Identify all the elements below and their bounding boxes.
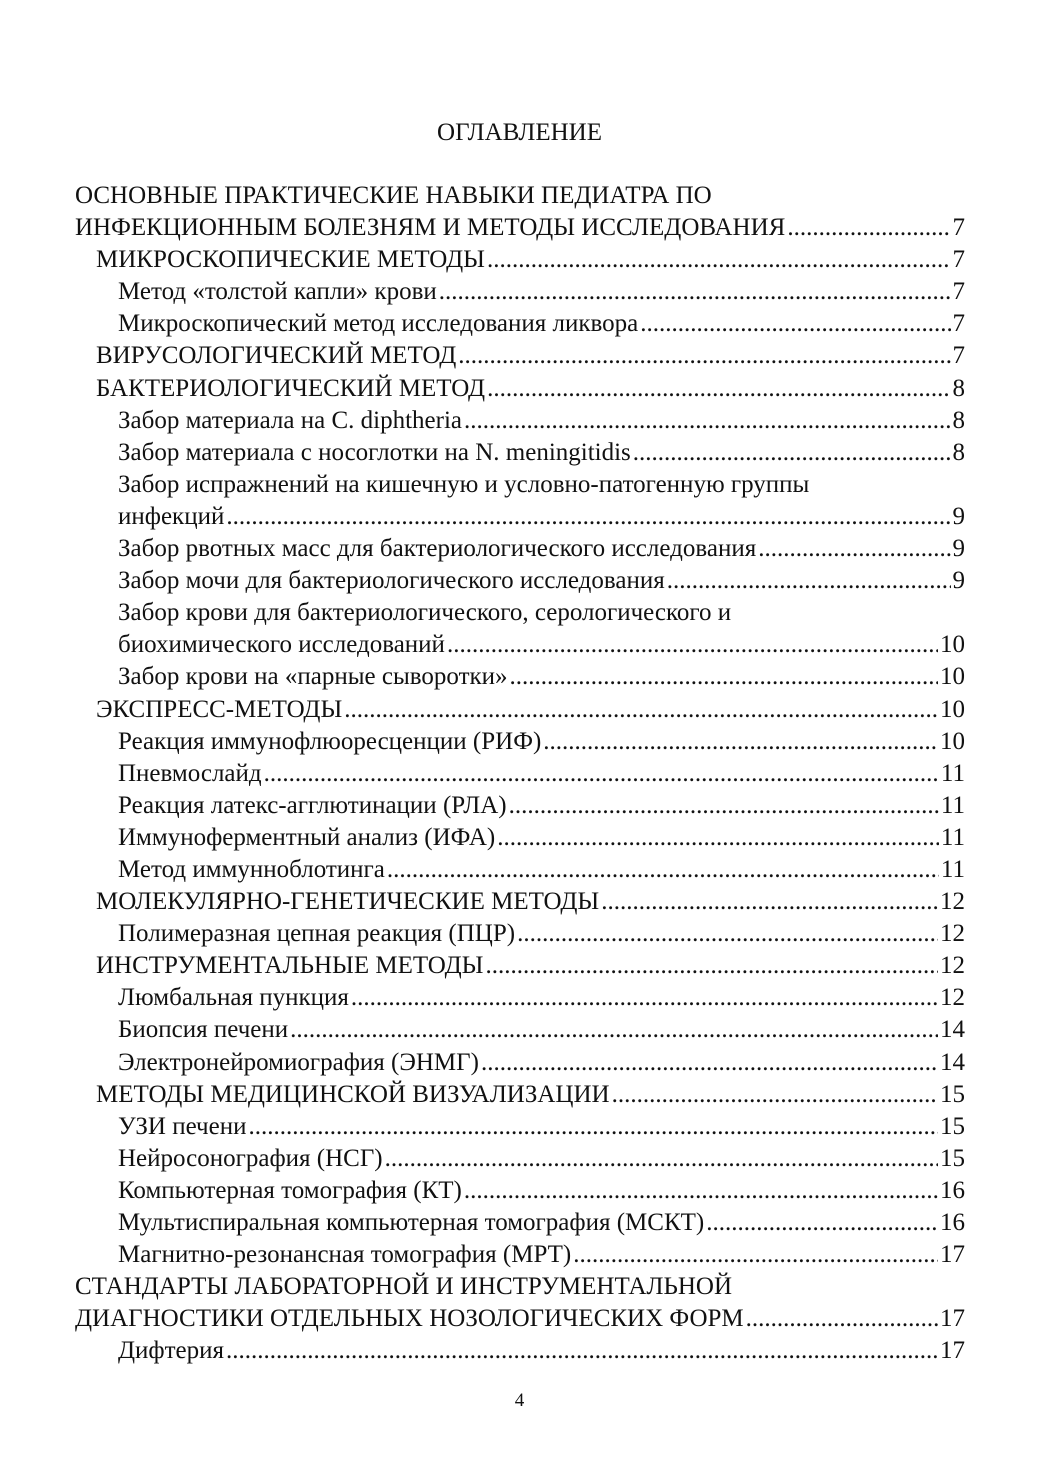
toc-entry-page: 15: [940, 1112, 965, 1140]
toc-entry[interactable]: [75, 1175, 965, 1207]
toc-entry[interactable]: [75, 1047, 965, 1079]
toc-entry[interactable]: [75, 918, 965, 950]
toc-leader-dots: [599, 886, 938, 918]
toc-entry-title: МОЛЕКУЛЯРНО-ГЕНЕТИЧЕСКИЕ МЕТОДЫ: [96, 888, 600, 916]
toc-entry-page: 15: [940, 1144, 965, 1172]
toc-entry[interactable]: [75, 340, 965, 372]
toc-entry-title: биохимического исследований: [118, 631, 445, 659]
toc-entry-title: ДИАГНОСТИКИ ОТДЕЛЬНЫХ НОЗОЛОГИЧЕСКИХ ФОРМ: [75, 1305, 744, 1333]
toc-entry-title: Полимеразная цепная реакция (ПЦР): [118, 920, 516, 948]
toc-entry-page: 12: [940, 984, 965, 1012]
toc-leader-dots: [508, 661, 938, 693]
toc-entry[interactable]: [75, 437, 965, 469]
toc-entry[interactable]: [75, 276, 965, 308]
toc-entry-title: ЭКСПРЕСС-МЕТОДЫ: [96, 695, 343, 723]
toc-entry[interactable]: [75, 244, 965, 276]
toc-leader-dots: [756, 533, 950, 565]
toc-leader-dots: [785, 212, 950, 244]
toc-entry[interactable]: [75, 661, 965, 693]
toc-leader-dots: [224, 1335, 938, 1367]
toc-leader-dots: [704, 1207, 938, 1239]
toc-entry[interactable]: [75, 1014, 965, 1046]
toc-entry[interactable]: [75, 1271, 965, 1335]
toc-entry[interactable]: [75, 597, 965, 661]
toc-entry[interactable]: [75, 1111, 965, 1143]
toc-entry-title-line: ОСНОВНЫЕ ПРАКТИЧЕСКИЕ НАВЫКИ ПЕДИАТРА ПО: [75, 182, 712, 209]
toc-entry-page: 7: [952, 342, 965, 370]
toc-entry[interactable]: [75, 308, 965, 340]
toc-leader-dots: [342, 694, 938, 726]
toc-entry-page: 14: [940, 1016, 965, 1044]
toc-entry-title: Нейросонография (НСГ): [118, 1144, 383, 1172]
toc-leader-dots: [456, 340, 950, 372]
toc-leader-dots: [383, 1143, 938, 1175]
toc-leader-dots: [507, 790, 939, 822]
toc-leader-dots: [385, 854, 939, 886]
toc-entry-page: 12: [940, 952, 965, 980]
toc-entry-page: 9: [952, 567, 965, 595]
toc-entry-page: 14: [940, 1048, 965, 1076]
toc-entry-title: инфекций: [118, 502, 225, 530]
toc-leader-dots: [631, 437, 951, 469]
toc-entry-title: Реакция иммунофлюоресценции (РИФ): [118, 727, 542, 755]
toc-entry-page: 16: [940, 1176, 965, 1204]
toc-entry-title: МИКРОСКОПИЧЕСКИЕ МЕТОДЫ: [96, 246, 485, 274]
toc-entry-page: 8: [952, 406, 965, 434]
toc-entry-page: 11: [940, 791, 965, 819]
toc-entry-page: 12: [940, 888, 965, 916]
toc-entry[interactable]: [75, 694, 965, 726]
toc-entry[interactable]: [75, 565, 965, 597]
toc-entry[interactable]: [75, 469, 965, 533]
toc-leader-dots: [571, 1239, 938, 1271]
toc-entry-title: Компьютерная томография (КТ): [118, 1176, 462, 1204]
table-of-contents: [75, 180, 965, 1367]
toc-leader-dots: [485, 373, 950, 405]
toc-entry[interactable]: [75, 822, 965, 854]
toc-entry-title-line: Забор испражнений на кишечную и условно-патогенную группы: [118, 470, 810, 498]
toc-entry-title: Иммуноферментный анализ (ИФА): [118, 823, 496, 851]
toc-entry-title: УЗИ печени: [118, 1112, 247, 1140]
toc-entry-title: Пневмослайд: [118, 759, 262, 787]
toc-entry[interactable]: [75, 1335, 965, 1367]
toc-leader-dots: [262, 758, 939, 790]
page-number: 4: [514, 1390, 525, 1411]
toc-leader-dots: [515, 918, 938, 950]
toc-entry-page: 17: [940, 1337, 965, 1365]
toc-leader-dots: [744, 1303, 938, 1335]
toc-entry-page: 7: [952, 246, 965, 274]
toc-entry[interactable]: [75, 982, 965, 1014]
toc-entry-page: 7: [952, 214, 965, 242]
toc-leader-dots: [485, 244, 951, 276]
toc-entry-title: Дифтерия: [118, 1337, 225, 1365]
toc-entry[interactable]: [75, 405, 965, 437]
toc-entry-title: Микроскопический метод исследования ликвора: [118, 310, 639, 338]
toc-entry-page: 11: [940, 855, 965, 883]
toc-entry-title: Мультиспиральная компьютерная томография (МСКТ): [118, 1209, 705, 1236]
toc-entry-page: 11: [940, 823, 965, 851]
toc-leader-dots: [610, 1079, 938, 1111]
toc-entry-page: 15: [940, 1080, 965, 1108]
toc-entry-title: Метод иммунноблотинга: [118, 855, 385, 883]
toc-entry-page: 9: [952, 535, 965, 563]
toc-entry[interactable]: [75, 1239, 965, 1271]
toc-entry-page: 10: [940, 631, 965, 659]
toc-entry-title: Люмбальная пункция: [118, 984, 349, 1012]
toc-entry-page: 8: [952, 438, 965, 466]
toc-leader-dots: [349, 982, 938, 1014]
toc-entry-title: Забор мочи для бактериологического исследования: [118, 567, 665, 595]
toc-entry-title-line: СТАНДАРТЫ ЛАБОРАТОРНОЙ И ИНСТРУМЕНТАЛЬНОЙ: [75, 1273, 733, 1301]
toc-leader-dots: [224, 501, 950, 533]
toc-entry[interactable]: [75, 726, 965, 758]
toc-entry-page: 8: [952, 374, 965, 402]
toc-entry[interactable]: [75, 1143, 965, 1175]
toc-leader-dots: [288, 1014, 938, 1046]
toc-entry-page: 9: [952, 502, 965, 530]
toc-entry[interactable]: [75, 1207, 965, 1239]
toc-leader-dots: [462, 1175, 938, 1207]
toc-entry-page: 10: [940, 663, 965, 691]
toc-entry[interactable]: [75, 886, 965, 918]
toc-entry-page: 10: [940, 695, 965, 723]
toc-entry[interactable]: [75, 950, 965, 982]
toc-entry-page: 12: [940, 920, 965, 948]
toc-leader-dots: [483, 950, 938, 982]
toc-entry-page: 16: [940, 1209, 965, 1236]
toc-leader-dots: [541, 726, 938, 758]
toc-entry-title: Забор материала с носоглотки на N. meningitidis: [118, 438, 631, 466]
toc-entry-title: Магнитно-резонансная томография (МРТ): [118, 1241, 572, 1269]
toc-entry[interactable]: [75, 180, 965, 244]
toc-leader-dots: [437, 276, 951, 308]
toc-entry-title: Метод «толстой капли» крови: [118, 278, 437, 306]
toc-entry[interactable]: [75, 533, 965, 565]
toc-entry[interactable]: [75, 1079, 965, 1111]
toc-entry-title: ИНСТРУМЕНТАЛЬНЫЕ МЕТОДЫ: [96, 952, 484, 980]
toc-entry-title: ВИРУСОЛОГИЧЕСКИЙ МЕТОД: [96, 342, 457, 370]
toc-entry-title: Забор рвотных масс для бактериологического исследования: [118, 535, 757, 563]
toc-entry-title: Забор крови на «парные сыворотки»: [118, 663, 508, 691]
toc-leader-dots: [638, 308, 950, 340]
toc-leader-dots: [462, 405, 951, 437]
toc-entry-title: Биопсия печени: [118, 1016, 289, 1044]
toc-entry-title: Реакция латекс-агглютинации (РЛА): [118, 791, 507, 819]
page-title: ОГЛАВЛЕНИЕ: [437, 119, 602, 146]
toc-entry-page: 7: [952, 310, 965, 338]
toc-entry-title: БАКТЕРИОЛОГИЧЕСКИЙ МЕТОД: [96, 374, 486, 402]
toc-entry-title: Электронейромиография (ЭНМГ): [118, 1048, 479, 1076]
toc-entry[interactable]: [75, 373, 965, 405]
toc-entry[interactable]: [75, 790, 965, 822]
toc-leader-dots: [665, 565, 951, 597]
toc-entry-page: 11: [940, 759, 965, 787]
toc-entry-title: ИНФЕКЦИОННЫМ БОЛЕЗНЯМ И МЕТОДЫ ИССЛЕДОВАНИЯ: [75, 214, 786, 242]
toc-entry[interactable]: [75, 758, 965, 790]
toc-entry[interactable]: [75, 854, 965, 886]
toc-entry-page: 10: [940, 727, 965, 755]
toc-leader-dots: [246, 1111, 938, 1143]
toc-entry-title: Забор материала на C. diphtheria: [118, 406, 462, 434]
toc-entry-title: МЕТОДЫ МЕДИЦИНСКОЙ ВИЗУАЛИЗАЦИИ: [96, 1080, 610, 1108]
toc-leader-dots: [445, 629, 938, 661]
toc-entry-page: 17: [940, 1305, 965, 1333]
toc-leader-dots: [495, 822, 939, 854]
toc-entry-page: 17: [940, 1241, 965, 1269]
toc-entry-title-line: Забор крови для бактериологического, серологического и: [118, 599, 732, 627]
toc-leader-dots: [479, 1047, 938, 1079]
toc-entry-page: 7: [952, 278, 965, 306]
